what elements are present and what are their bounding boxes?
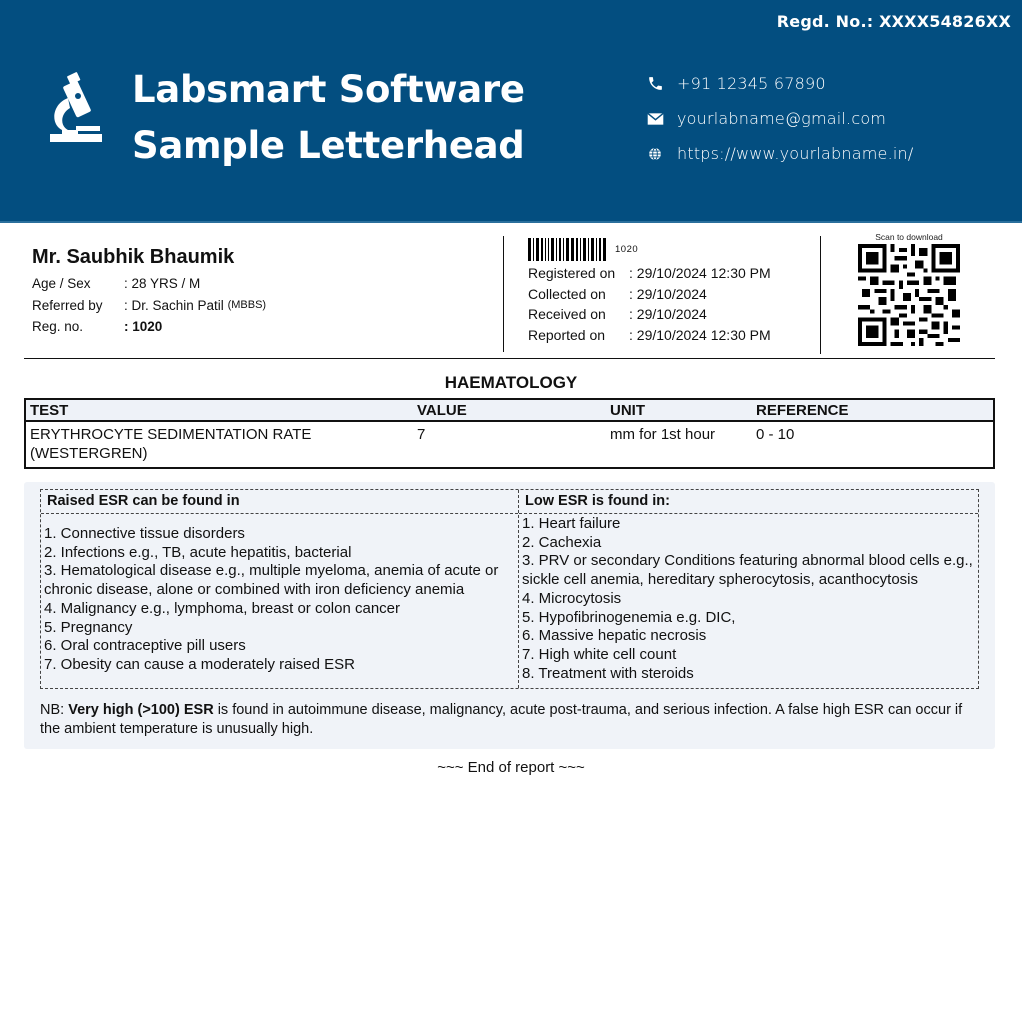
divider: [820, 236, 821, 354]
referred-by-row: [32, 295, 266, 317]
column-header-test: TEST: [25, 399, 413, 421]
list-item: 1. Heart failure: [522, 515, 621, 532]
low-esr-list: [519, 514, 978, 683]
mail-icon: [646, 110, 664, 128]
table-row: [25, 421, 994, 468]
brand-title: [132, 62, 525, 174]
date-value: : 29/10/2024 12:30 PM: [629, 265, 771, 282]
test-name: ERYTHROCYTE SEDIMENTATION RATE: [30, 426, 312, 443]
test-value: 7: [417, 426, 426, 443]
test-method: (WESTERGREN): [30, 445, 148, 462]
age-sex-value: : 28 YRS / M: [124, 276, 201, 292]
list-item: 2. Cachexia: [522, 533, 602, 551]
qr-code-icon[interactable]: [858, 244, 960, 346]
list-item: 3. Hematological disease e.g., multiple myeloma, anemia of acute or chronic disease, alone or combined with iron deficiency anemia: [44, 562, 499, 599]
sample-dates: [528, 236, 771, 345]
raised-esr-list: [41, 514, 518, 675]
globe-icon: [646, 145, 664, 163]
date-label: Received on: [528, 306, 606, 323]
date-value: : 29/10/2024: [629, 285, 707, 302]
list-item: 4. Malignancy e.g., lymphoma, breast or colon cancer: [44, 599, 401, 617]
column-header-value: VALUE: [413, 399, 606, 421]
note-emphasis: Very high (>100) ESR: [68, 702, 214, 718]
interpretation-grid: [40, 489, 979, 689]
contact-list: [646, 66, 913, 171]
section-divider: [24, 358, 995, 359]
brand-line-1: Labsmart Software: [132, 68, 525, 111]
date-row-registered: [528, 263, 771, 284]
list-item: 2. Infections e.g., TB, acute hepatitis, bacterial: [44, 543, 352, 561]
column-header-unit: UNIT: [606, 399, 752, 421]
letterhead-header: [0, 0, 1022, 223]
qr-section: [857, 232, 961, 351]
registration-number: Regd. No.: XXXX54826XX: [776, 12, 1011, 31]
note-body: is found in autoimmune disease, malignancy, acute post-trauma, and serious infection. A false high ESR can occur if the ambient temperature is unusually high.: [40, 702, 963, 737]
referred-by-label: Referred by: [32, 297, 103, 313]
reg-no-label: Reg. no.: [32, 319, 84, 335]
date-row-received: [528, 304, 771, 325]
list-item: 5. Pregnancy: [44, 618, 133, 636]
contact-website: [646, 136, 913, 171]
contact-phone: [646, 66, 913, 101]
microscope-icon: [48, 72, 104, 144]
table-header-row: [25, 399, 994, 421]
low-esr-column: [519, 490, 978, 688]
test-reference: 0 - 10: [756, 426, 795, 443]
note-prefix: NB:: [40, 702, 69, 718]
date-row-reported: [528, 325, 771, 346]
column-header-reference: REFERENCE: [752, 399, 994, 421]
date-row-collected: [528, 284, 771, 305]
raised-esr-title: Raised ESR can be found in: [41, 490, 518, 514]
website-url[interactable]: https://www.yourlabname.in/: [677, 144, 914, 163]
divider: [503, 236, 504, 352]
section-title: HAEMATOLOGY: [444, 373, 578, 392]
raised-esr-column: [41, 490, 519, 688]
barcode-row: [528, 236, 771, 263]
phone-number[interactable]: +91 12345 67890: [677, 74, 826, 93]
date-label: Reported on: [528, 326, 606, 343]
reg-no-value: : 1020: [124, 319, 163, 335]
list-item: 7. High white cell count: [522, 645, 677, 663]
patient-name: Mr. Saubhik Bhaumik: [32, 246, 235, 268]
barcode-number: 1020: [615, 244, 639, 255]
age-sex-label: Age / Sex: [32, 276, 91, 292]
phone-icon: [646, 75, 664, 93]
list-item: 6. Oral contraceptive pill users: [44, 637, 246, 655]
age-sex-row: [32, 273, 266, 295]
qr-label: Scan to download: [875, 232, 943, 242]
barcode-icon: [528, 238, 608, 261]
note-text: [40, 701, 980, 739]
referred-by-value: : Dr. Sachin Patil: [124, 297, 224, 313]
list-item: 6. Massive hepatic necrosis: [522, 627, 707, 645]
end-of-report: ~~~ End of report ~~~: [437, 759, 585, 776]
email-address[interactable]: yourlabname@gmail.com: [677, 109, 887, 128]
patient-info: [32, 246, 266, 338]
date-value: : 29/10/2024 12:30 PM: [629, 326, 771, 343]
test-name-cell: [25, 421, 413, 468]
test-unit: mm for 1st hour: [610, 426, 716, 443]
list-item: 7. Obesity can cause a moderately raised ESR: [44, 655, 355, 673]
date-label: Collected on: [528, 285, 606, 302]
doctor-qualification: (MBBS): [227, 299, 267, 312]
list-item: 3. PRV or secondary Conditions featuring abnormal blood cells e.g., sickle cell anemia, hereditary spherocytosis, acanthocytosis: [522, 552, 973, 589]
interpretation-box: [24, 482, 995, 749]
list-item: 5. Hypofibrinogenemia e.g. DIC,: [522, 608, 736, 626]
list-item: 4. Microcytosis: [522, 589, 622, 607]
date-label: Registered on: [528, 265, 616, 282]
date-value: : 29/10/2024: [629, 306, 707, 323]
low-esr-title: Low ESR is found in:: [519, 490, 978, 514]
reg-no-row: [32, 316, 266, 338]
contact-email: [646, 101, 913, 136]
results-table: [24, 398, 995, 469]
brand-line-2: Sample Letterhead: [132, 124, 525, 167]
list-item: 8. Treatment with steroids: [522, 664, 694, 682]
list-item: 1. Connective tissue disorders: [44, 525, 245, 542]
